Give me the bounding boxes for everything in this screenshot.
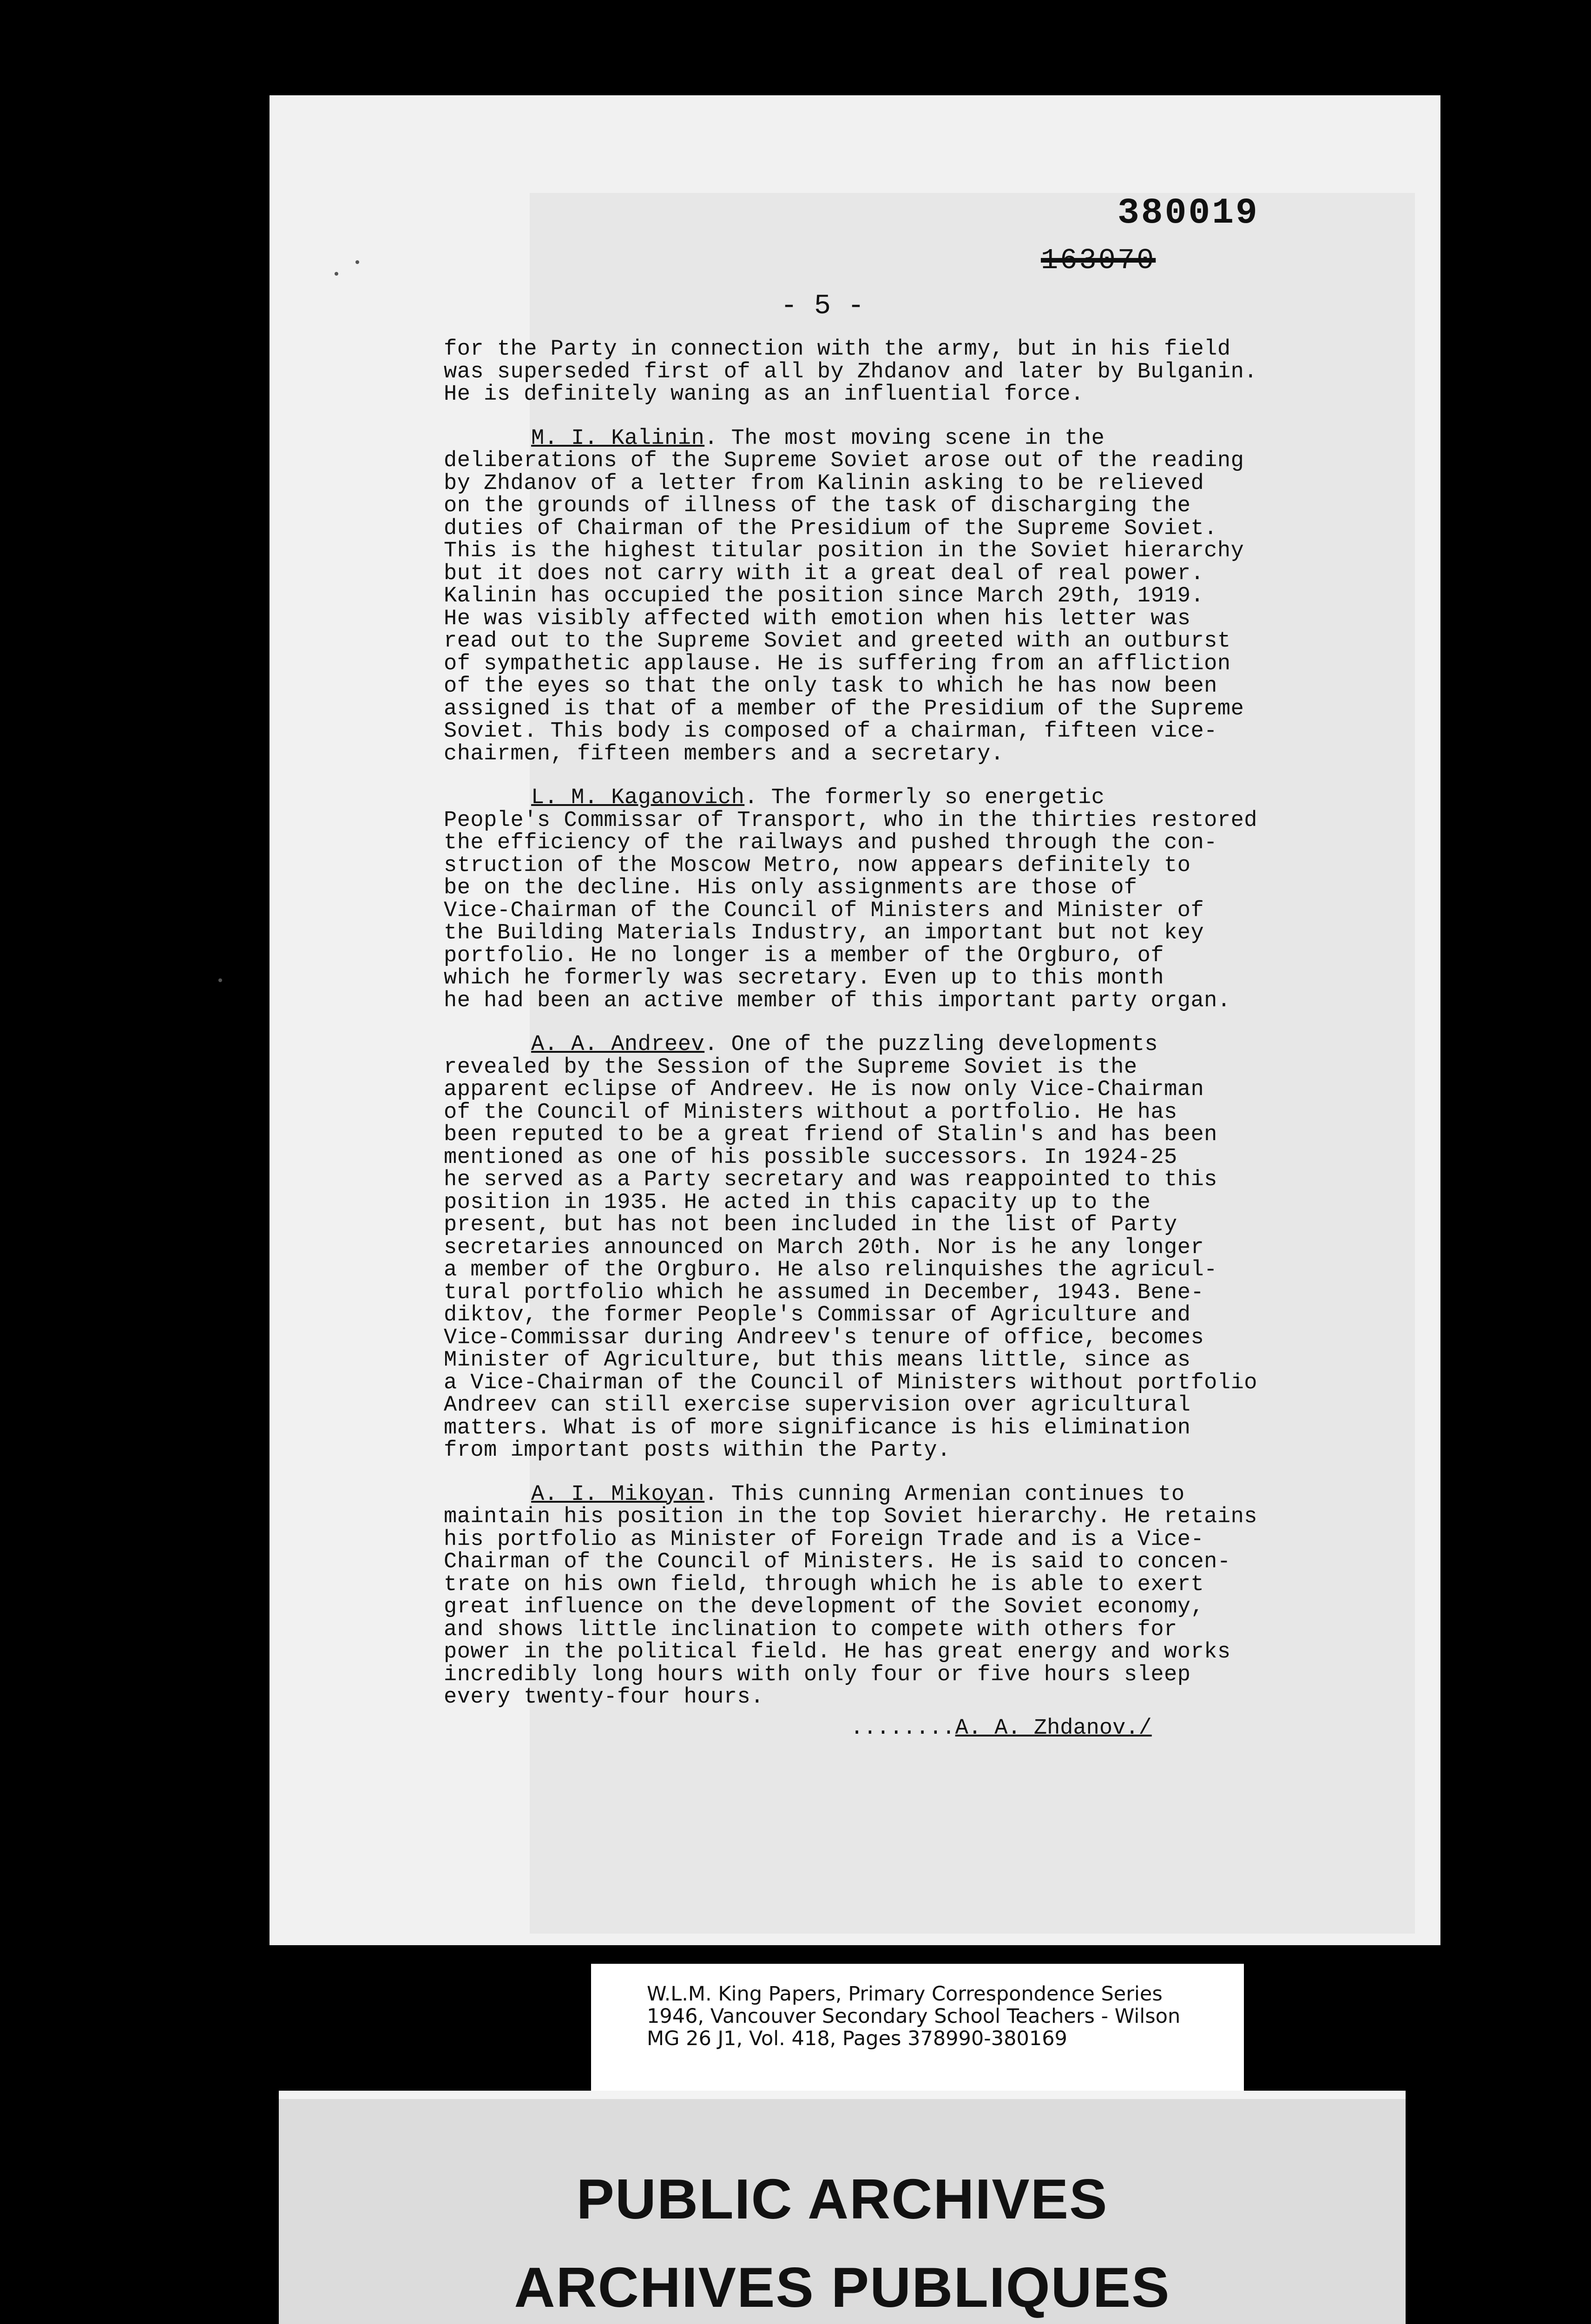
archives-banner: [279, 2091, 1406, 2324]
person-name-mikoyan: A. I. Mikoyan: [531, 1482, 705, 1507]
old-document-number: 163070: [1041, 244, 1156, 277]
person-name-kaganovich: L. M. Kaganovich: [531, 786, 745, 810]
paragraph-text: for the Party in connection with the army, but in his field was superseded first of all by Zhdanov and later by Bulganin. He is definitely waning as an influential force.: [444, 337, 1257, 407]
dust-speck: [355, 260, 359, 264]
paragraph-andreev: [444, 1034, 1294, 1462]
archive-label: [591, 1964, 1244, 2096]
paragraph-text: . The most moving scene in the deliberations of the Supreme Soviet arose out of the reading by Zhdanov of a letter from Kalinin asking to be relieved on the grounds of illness of the task of discharging the duties of Chairman of the Presidium of the Supreme Soviet. This is the highest titular position in the Soviet hierarchy but it does not carry with it a great deal of real power. Kalinin has occupied the position since March 29th, 1919. He was visibly affected with emotion when his letter was read out to the Supreme Soviet and greeted with an outburst of sympathetic applause. He is suffering from an affliction of the eyes so that the only task to which he has now been assigned is that of a member of the Presidium of the Supreme Soviet. This body is composed of a chairman, fifteen vice- chairmen, fifteen members and a secretary.: [444, 426, 1244, 766]
paragraph-text: . One of the puzzling developments revealed by the Session of the Supreme Soviet is the apparent eclipse of Andreev. He is now only Vice-Chairman of the Council of Ministers without a portfolio. He has been reputed to be a great friend of Stalin's and has been mentioned as one of his possible successors. In 1924-25 he served as a Party secretary and was reappointed to this position in 1935. He acted in this capacity up to the present, but has not been included in the list of Party secretaries announced on March 20th. Nor is he any longer a member of the Orgburo. He also relinquishes the agricul- tural portfolio which he assumed in December, 1943. Bene- diktov, the former People's Commissar of Agriculture and Vice-Commissar during Andreev's tenure of office, becomes Minister of Agriculture, but this means little, since as a Vice-Chairman of the Council of Ministers without portfolio Andreev can still exercise supervision over agricultural matters. What is of more significance is his elimination from important posts within the Party.: [444, 1032, 1257, 1463]
archive-label-line: MG 26 J1, Vol. 418, Pages 378990-380169: [647, 2027, 1067, 2050]
archive-label-line: 1946, Vancouver Secondary School Teachers - Wilson: [647, 2005, 1181, 2028]
banner-line-english: PUBLIC ARCHIVES: [576, 2167, 1108, 2231]
signature-name: A. A. Zhdanov./: [955, 1716, 1152, 1741]
paragraph-text: . The formerly so energetic People's Commissar of Transport, who in the thirties restored the efficiency of the railways and pushed through the con- struction of the Moscow Metro, now appears definitely to be on the decline. His only assignments are those of Vice-Chairman of the Council of Ministers and Minister of the Building Materials Industry, an important but not key portfolio. He no longer is a member of the Orgburo, of which he formerly was secretary. Even up to this month he had been an active member of this important party organ.: [444, 786, 1257, 1013]
archive-label-line: W.L.M. King Papers, Primary Correspondence Series: [647, 1982, 1163, 2006]
dust-speck: [335, 272, 338, 276]
document-number: 380019: [1118, 193, 1259, 234]
signature: [850, 1716, 1152, 1741]
banner-line-french: ARCHIVES PUBLIQUES: [514, 2256, 1170, 2319]
paragraph-kalinin: [444, 428, 1294, 766]
paragraph-kaganovich: [444, 787, 1294, 1012]
signature-dots: ........: [850, 1716, 955, 1741]
paragraph-text: . This cunning Armenian continues to maintain his position in the top Soviet hierarchy. He retains his portfolio as Minister of Foreign Trade and is a Vice- Chairman of the Council of Ministers. He is said to concen- trate on his own field, through which he is able to exert great influence on the development of the Soviet economy, and shows little inclination to compete with others for power in the political field. He has great energy and works incredibly long hours with only four or five hours sleep every twenty-four hours.: [444, 1482, 1257, 1710]
dust-speck: [218, 978, 222, 982]
page-number: - 5 -: [781, 290, 865, 322]
paragraph-intro: [444, 338, 1294, 406]
paragraph-mikoyan: [444, 1484, 1294, 1709]
person-name-andreev: A. A. Andreev: [531, 1032, 705, 1057]
person-name-kalinin: M. I. Kalinin: [531, 426, 705, 451]
document-body: [444, 338, 1294, 1709]
